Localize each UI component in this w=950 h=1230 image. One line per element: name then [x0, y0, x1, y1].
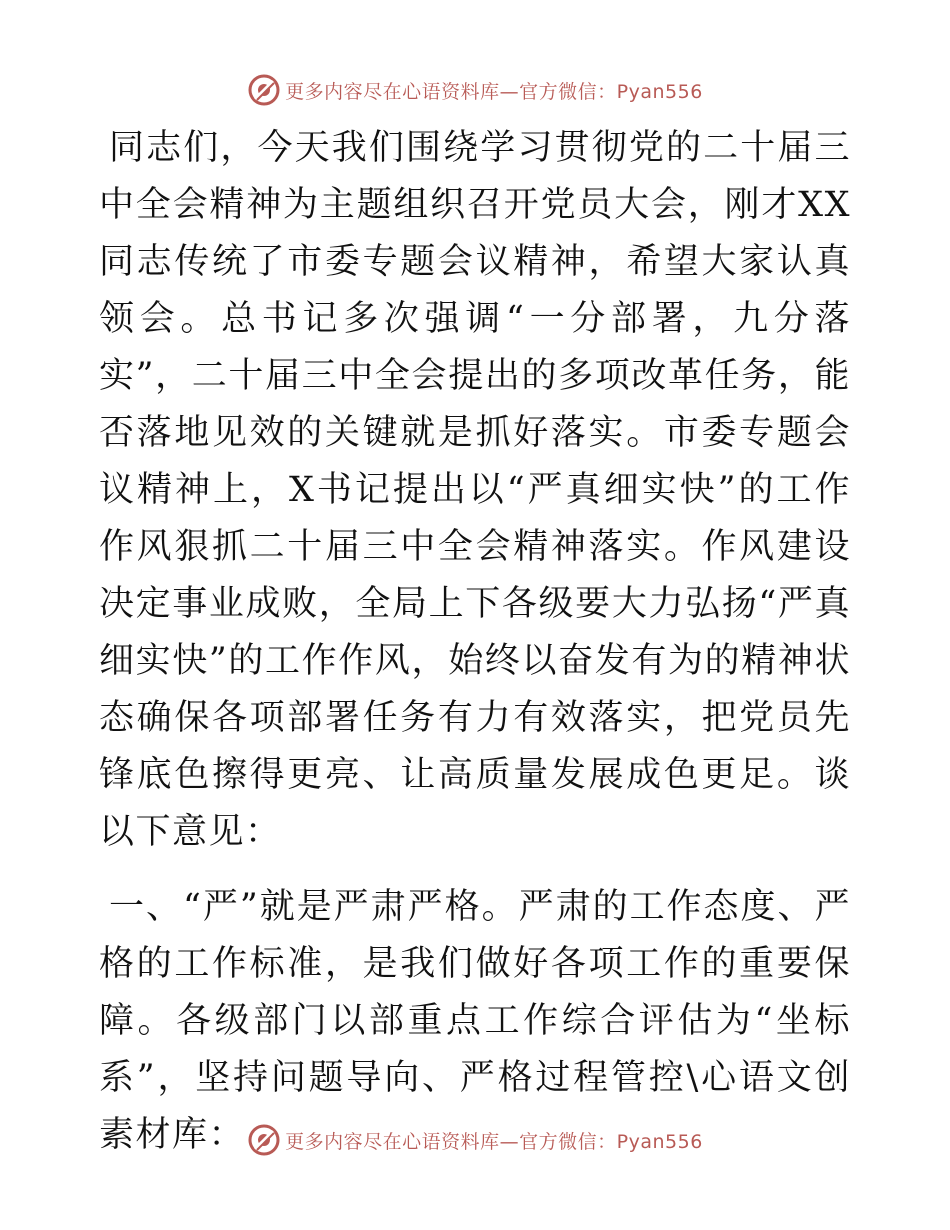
- brand-logo-icon: [247, 73, 281, 107]
- document-body: [99, 120, 851, 1164]
- footer-banner-text: 更多内容尽在心语资料库—官方微信：Pyan556: [285, 1130, 703, 1153]
- body-paragraph-intro: 同志们，今天我们围绕学习贯彻党的二十届三中全会精神为主题组织召开党员大会，刚才XX同志传统了市委专题会议精神，希望大家认真领会。总书记多次强调“一分部署，九分落实”，二十届三中全会提出的多项改革任务，能否落地见效的关键就是抓好落实。市委专题会议精神上，X书记提出以“严真细实快”的工作作风狠抓二十届三中全会精神落实。作风建设决定事业成败，全局上下各级要大力弘扬“严真细实快”的工作作风，始终以奋发有为的精神状态确保各项部署任务有力有效落实，把党员先锋底色擦得更亮、让高质量发展成色更足。谈以下意见：: [99, 128, 851, 852]
- header-banner: [0, 70, 950, 110]
- brand-logo-icon: [247, 1123, 281, 1157]
- header-banner-text: 更多内容尽在心语资料库—官方微信：Pyan556: [285, 80, 703, 103]
- footer-banner: [0, 1120, 950, 1160]
- body-paragraph-section-one: 一、“严”就是严肃严格。严肃的工作态度、严格的工作标准，是我们做好各项工作的重要保障。各级部门以部重点工作综合评估为“坐标系”，坚持问题导向、严格过程管控\心语文创素材库：: [99, 887, 851, 1155]
